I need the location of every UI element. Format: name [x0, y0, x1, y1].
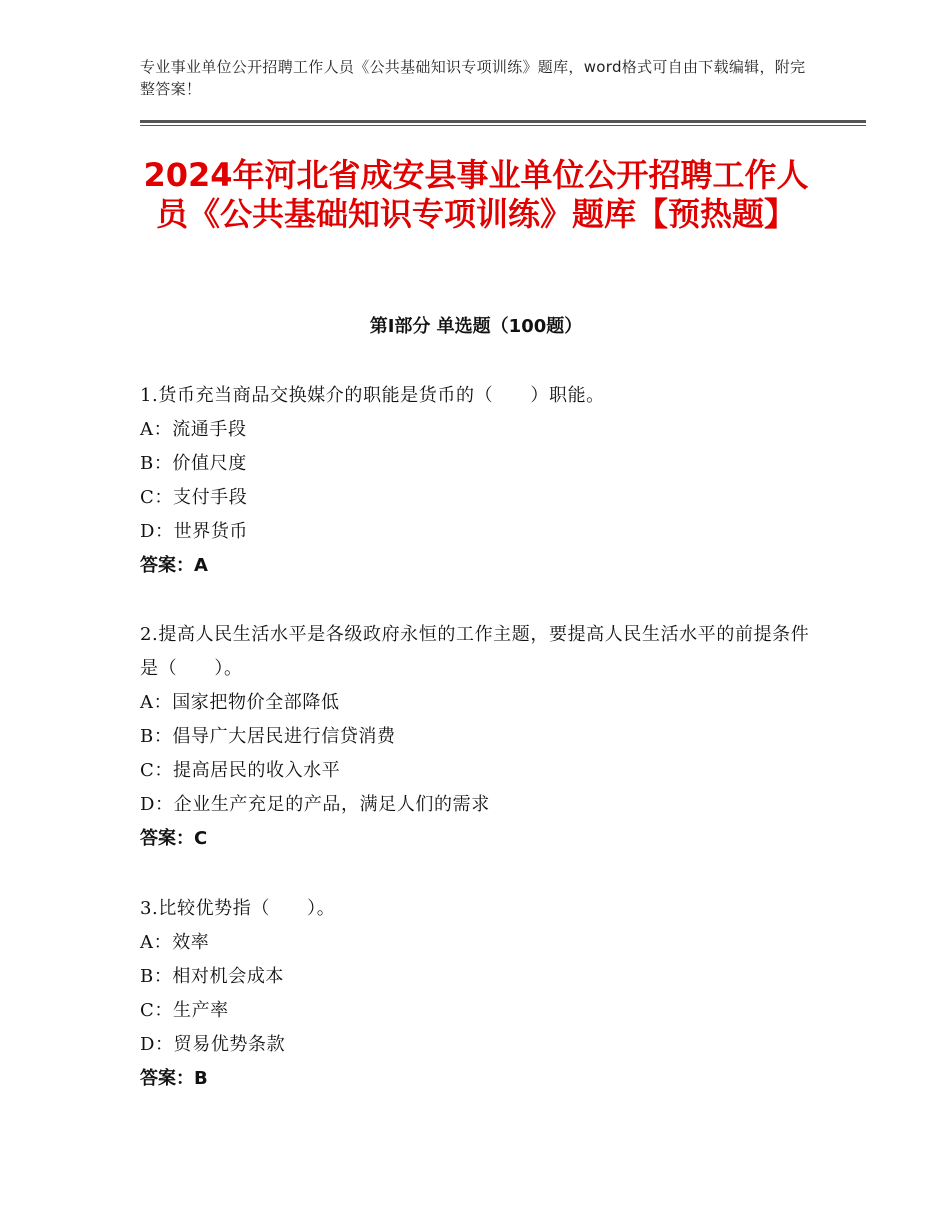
header-divider-thin: [140, 125, 866, 126]
option-a: A：效率: [140, 932, 210, 953]
option-a: A：国家把物价全部降低: [140, 692, 340, 713]
answer: 答案：C: [140, 828, 208, 849]
option-d: D：贸易优势条款: [140, 1034, 286, 1055]
option-d: D：世界货币: [140, 521, 249, 542]
question-stem: 1.货币充当商品交换媒介的职能是货币的（ ）职能。: [140, 385, 605, 406]
question-1: [140, 379, 812, 583]
header-note: 专业事业单位公开招聘工作人员《公共基础知识专项训练》题库，word格式可自由下载编辑，附完整答案！: [140, 58, 806, 98]
document-title: 2024年河北省成安县事业单位公开招聘工作人员《公共基础知识专项训练》题库【预热题】: [143, 156, 809, 233]
answer: 答案：A: [140, 555, 208, 576]
option-c: C：支付手段: [140, 487, 248, 508]
option-c: C：提高居民的收入水平: [140, 760, 341, 781]
option-c: C：生产率: [140, 1000, 229, 1021]
question-stem: 3.比较优势指（ ）。: [140, 898, 336, 919]
option-b: B：价值尺度: [140, 453, 247, 474]
section-title: 第Ⅰ部分 单选题（100题）: [369, 316, 583, 337]
option-b: B：倡导广大居民进行信贷消费: [140, 726, 396, 747]
option-a: A：流通手段: [140, 419, 247, 440]
option-b: B：相对机会成本: [140, 966, 285, 987]
option-d: D：企业生产充足的产品，满足人们的需求: [140, 794, 490, 815]
question-2: [140, 618, 812, 856]
header-divider: [140, 120, 866, 123]
answer: 答案：B: [140, 1068, 208, 1089]
question-3: [140, 892, 812, 1096]
question-stem: 2.提高人民生活水平是各级政府永恒的工作主题，要提高人民生活水平的前提条件是（ ）。: [140, 624, 810, 679]
